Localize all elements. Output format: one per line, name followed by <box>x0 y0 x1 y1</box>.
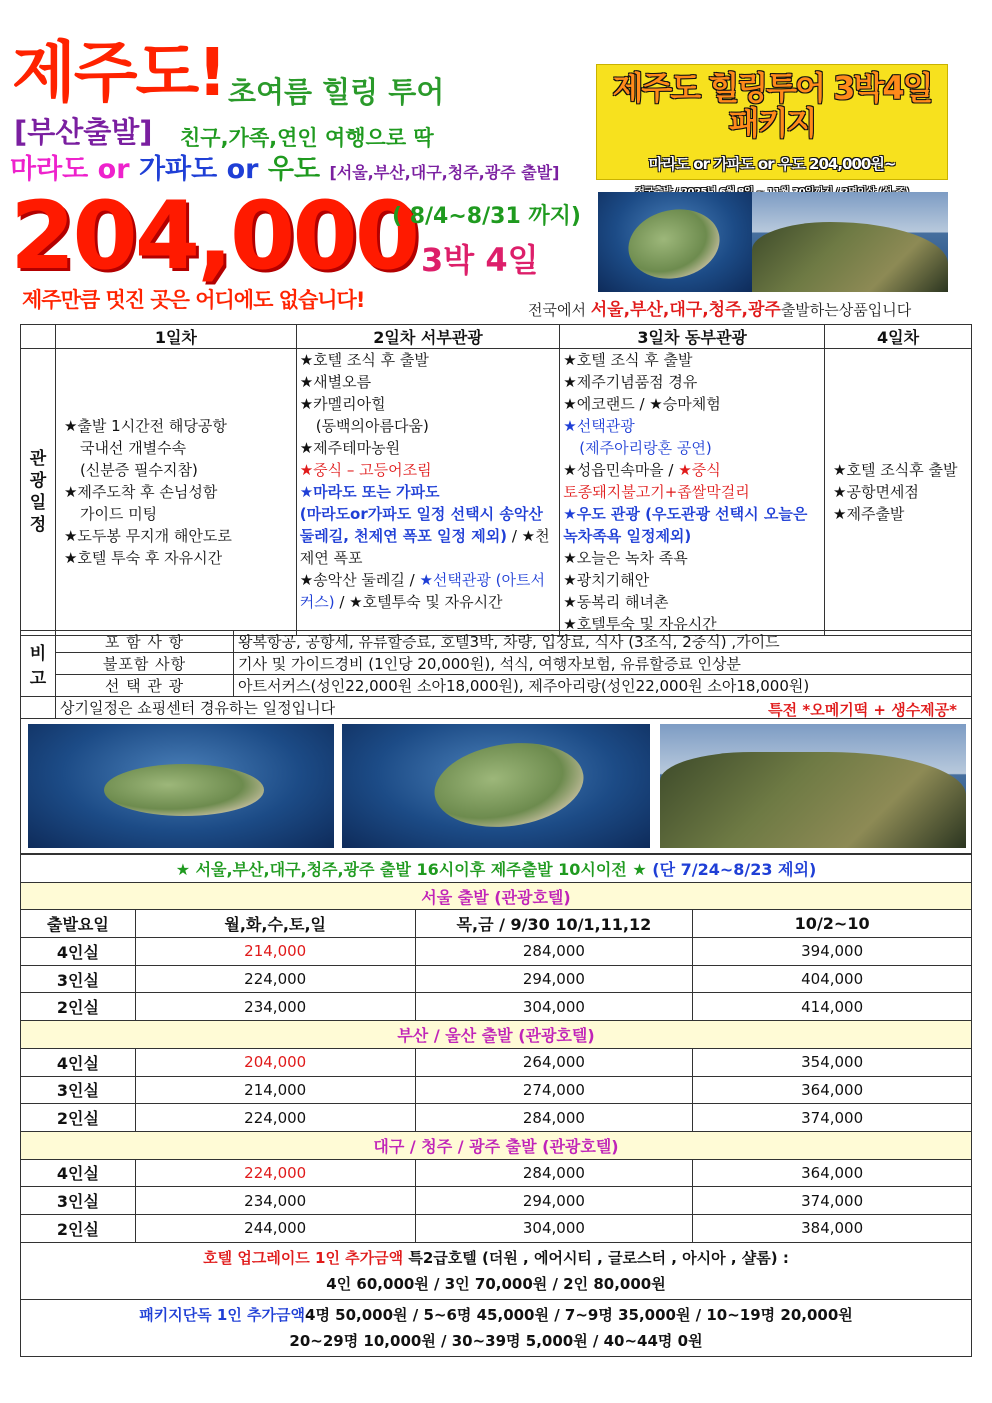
day3-item: ★오늘은 녹차 족욕 <box>563 549 688 567</box>
table-row: 3인실 224,000 294,000 404,000 <box>21 965 972 993</box>
or-text: or <box>226 154 259 185</box>
price-cell: 404,000 <box>693 965 972 993</box>
day1-item: ★도두봉 무지개 해안도로 <box>63 527 232 545</box>
day3-item: ★에코랜드 / ★승마체험 <box>563 395 721 413</box>
group-title-busan: 부산 / 울산 출발 (관광호텔) <box>21 1021 972 1049</box>
excluded-value: 기사 및 가이드경비 (1인당 20,000원), 석식, 여행자보험, 유류할증료 인상분 <box>234 653 972 675</box>
day1-item: 국내선 개별수속 <box>79 439 187 457</box>
island-photo <box>598 192 752 292</box>
island-options <box>10 156 559 183</box>
day1-item: ★출발 1시간전 해당공항 <box>63 417 227 435</box>
price-cell: 264,000 <box>415 1048 693 1076</box>
price-cell: 274,000 <box>415 1076 693 1104</box>
table-row: 4인실 214,000 284,000 394,000 <box>21 938 972 966</box>
header-day4: 4일차 <box>825 325 972 349</box>
day3-item: ★성읍민속마을 / <box>563 461 679 479</box>
optional-value: 아트서커스(성인22,000원 소아18,000원), 제주아리랑(성인22,000원 소아18,000원) <box>234 675 972 697</box>
day3-item: ★광치기해안 <box>563 571 650 589</box>
price-cell: 384,000 <box>693 1214 972 1242</box>
package-title: 제주도 힐링투어 3박4일 패키지 <box>612 69 932 143</box>
price-cell: 304,000 <box>415 1214 693 1242</box>
group-title-seoul: 서울 출발 (관광호텔) <box>21 882 972 910</box>
price-cell: 244,000 <box>135 1214 415 1242</box>
day1-item: ★제주도착 후 손님성함 <box>63 483 218 501</box>
day4-item: ★호텔 조식후 출발 <box>833 461 958 479</box>
day4-item: ★공항면세점 <box>833 483 919 501</box>
remarks-side-blank <box>21 697 56 719</box>
day3-lunch-menu: 토종돼지불고기+좁쌀막걸리 <box>563 483 750 501</box>
shopping-note: 상기일정은 쇼핑센터 경유하는 일정입니다 <box>60 699 336 717</box>
nationwide-pre: 전국에서 <box>528 301 586 319</box>
remarks-footer <box>56 697 972 719</box>
solo-surcharge-note <box>21 1299 972 1356</box>
day3-item: ★호텔투숙 및 자유시간 <box>563 615 717 633</box>
brand-title: 제주도! <box>12 34 226 111</box>
remarks-side-label: 비 고 <box>21 631 56 697</box>
day2-item: / ★호텔투숙 및 자유시간 <box>334 593 503 611</box>
excluded-label: 불포함 사항 <box>56 653 234 675</box>
departure-cities: [서울,부산,대구,청주,광주 출발] <box>329 163 560 182</box>
upgrade-label: 호텔 업그레이드 1인 추가금액 <box>203 1248 404 1267</box>
day2-item: ★호텔 조식 후 출발 <box>299 351 429 369</box>
solo-text: 4명 50,000원 / 5~6명 45,000원 / 7~9명 35,000원 / 10~19명 20,000원 <box>305 1305 853 1324</box>
column-header: 10/2~10 <box>693 910 972 938</box>
crater-photo <box>752 192 948 292</box>
price-period: ( 8/4~8/31 까지) <box>392 204 581 229</box>
day3-item: ★동복리 해녀촌 <box>563 593 669 611</box>
column-header: 출발요일 <box>21 910 136 938</box>
column-header: 목,금 / 9/30 10/1,11,12 <box>415 910 693 938</box>
table-row: 2인실 234,000 304,000 414,000 <box>21 993 972 1021</box>
marado-photo <box>28 724 334 848</box>
price-cell: 214,000 <box>135 938 415 966</box>
target-audience: 친구,가족,연인 여행으로 딱 <box>180 126 434 150</box>
island-udo: 우도 <box>267 154 321 185</box>
package-subtitle: 마라도 or 가파도 or 우도 204,000원~ <box>648 155 896 174</box>
day2-item: ★송악산 둘레길 / <box>299 571 420 589</box>
included-value: 왕복항공, 공항세, 유류할증료, 호텔3박, 차량, 입장료, 식사 (3조식, 2중식) ,가이드 <box>234 631 972 653</box>
price-cell: 284,000 <box>415 1104 693 1132</box>
included-label: 포 함 사 항 <box>56 631 234 653</box>
price-cell: 284,000 <box>415 1159 693 1187</box>
main-price: 204,000 <box>10 182 418 291</box>
day4-cell <box>825 349 972 636</box>
island-gapado: 가파도 <box>138 154 218 185</box>
upgrade-note <box>21 1242 972 1299</box>
group-title-daegu: 대구 / 청주 / 광주 출발 (관광호텔) <box>21 1131 972 1159</box>
price-cell: 234,000 <box>135 1187 415 1215</box>
price-cell: 294,000 <box>415 965 693 993</box>
price-cell: 224,000 <box>135 1104 415 1132</box>
day4-item: ★제주출발 <box>833 505 905 523</box>
day3-lunch: ★중식 <box>678 461 721 479</box>
price-cell: 354,000 <box>693 1048 972 1076</box>
remarks-table <box>20 630 972 719</box>
day3-item: ★호텔 조식 후 출발 <box>563 351 693 369</box>
upgrade-text: 특2급호텔 (더원 , 에어시티 , 글로스터 , 아시아 , 샬롬) : <box>403 1248 789 1267</box>
gapado-photo <box>342 724 650 848</box>
header-day1: 1일차 <box>55 325 296 349</box>
day3-item: ★제주기념품점 경유 <box>563 373 698 391</box>
table-row: 2인실 224,000 284,000 374,000 <box>21 1104 972 1132</box>
day2-item: ★새별오름 <box>299 373 372 391</box>
price-cell: 284,000 <box>415 938 693 966</box>
day1-item: ★호텔 투숙 후 자유시간 <box>63 549 223 567</box>
column-header: 월,화,수,토,일 <box>135 910 415 938</box>
day2-item: ★카멜리아힐 <box>299 395 386 413</box>
day3-optional-detail: (제주아리랑혼 공연) <box>579 439 712 457</box>
package-banner <box>596 64 948 180</box>
day2-island-option: ★마라도 또는 가파도 <box>299 483 440 501</box>
optional-label: 선 택 관 광 <box>56 675 234 697</box>
nationwide-note <box>528 302 911 319</box>
price-cell: 364,000 <box>693 1076 972 1104</box>
island-marado: 마라도 <box>10 154 89 185</box>
price-cell: 214,000 <box>135 1076 415 1104</box>
header-day2: 2일차 서부관광 <box>296 325 560 349</box>
header-day3: 3일차 동부관광 <box>560 325 825 349</box>
price-cell: 364,000 <box>693 1159 972 1187</box>
price-cell: 304,000 <box>415 993 693 1021</box>
tour-subtitle: 초여름 힐링 투어 <box>228 75 445 109</box>
day1-item: (신분증 필수지참) <box>79 461 198 479</box>
price-cell: 294,000 <box>415 1187 693 1215</box>
day1-cell <box>55 349 296 636</box>
day2-optional-tour: ★선택관광 (아트서커스) <box>299 571 545 611</box>
price-cell: 234,000 <box>135 993 415 1021</box>
day2-item: ★제주테마농원 <box>299 439 401 457</box>
udo-photo <box>660 724 966 848</box>
slogan: 제주만큼 멋진 곳은 어디에도 없습니다! <box>22 288 365 312</box>
day3-cell <box>560 349 825 636</box>
special-offer: 특전 *오메기떡 + 생수제공* <box>768 701 957 719</box>
or-text: or <box>97 154 130 185</box>
day2-lunch: ★중식 – 고등어조림 <box>299 461 432 479</box>
table-row: 4인실 204,000 264,000 354,000 <box>21 1048 972 1076</box>
corner-cell <box>21 325 56 349</box>
day2-item: (동백의아름다움) <box>315 417 429 435</box>
price-cell: 414,000 <box>693 993 972 1021</box>
nationwide-cities: 서울,부산,대구,청주,광주 <box>590 300 781 320</box>
table-row: 4인실 224,000 284,000 364,000 <box>21 1159 972 1187</box>
price-cell: 204,000 <box>135 1048 415 1076</box>
solo-label: 패키지단독 1인 추가금액 <box>139 1305 306 1324</box>
trip-length: 3박 4일 <box>421 241 539 279</box>
table-row: 3인실 214,000 274,000 364,000 <box>21 1076 972 1104</box>
table-row: 2인실 244,000 304,000 384,000 <box>21 1214 972 1242</box>
itinerary-side-label: 관 광 일 정 <box>21 349 56 636</box>
itinerary-table <box>20 324 972 636</box>
day2-option-note: (마라도or가파도 일정 선택시 송악산 둘레길, 천제연 폭포 일정 제외) <box>299 505 543 545</box>
price-cell: 224,000 <box>135 1159 415 1187</box>
price-cell: 374,000 <box>693 1187 972 1215</box>
departure-condition: ★ 서울,부산,대구,청주,광주 출발 16시이후 제주출발 10시이전 ★ (단 7/24~8/23 제외) <box>21 855 972 883</box>
solo-text-2: 20~29명 10,000원 / 30~39명 5,000원 / 40~44명 0원 <box>289 1331 703 1350</box>
day2-item: / ★천제연 폭포 <box>299 527 550 567</box>
upgrade-prices: 4인 60,000원 / 3인 70,000원 / 2인 80,000원 <box>326 1274 666 1293</box>
price-table <box>20 854 972 1357</box>
day3-udo-option: ★우도 관광 (우도관광 선택시 오늘은 녹차족욕 일정제외) <box>563 505 808 545</box>
price-cell: 224,000 <box>135 965 415 993</box>
price-cell: 374,000 <box>693 1104 972 1132</box>
departure-label: [부산출발] <box>14 115 153 149</box>
day1-item: 가이드 미팅 <box>79 505 158 523</box>
day2-cell <box>296 349 560 636</box>
table-row: 3인실 234,000 294,000 374,000 <box>21 1187 972 1215</box>
day3-optional-tour: ★선택관광 <box>563 417 635 435</box>
price-cell: 394,000 <box>693 938 972 966</box>
nationwide-post: 출발하는상품입니다 <box>780 301 912 319</box>
